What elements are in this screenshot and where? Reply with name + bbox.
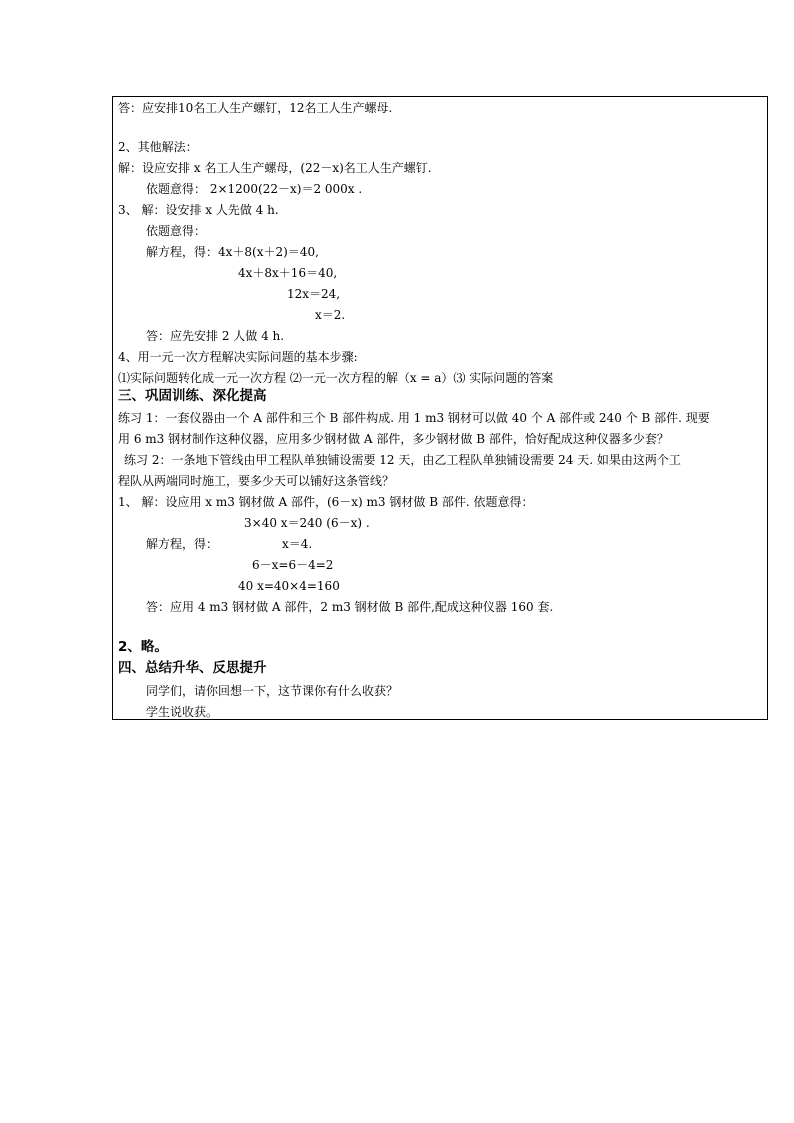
- steps-list: ⑴实际问题转化成一元一次方程 ⑵一元一次方程的解（x = a）⑶ 实际问题的答案: [118, 371, 554, 385]
- exercise-2-line-2: 程队从两端同时施工，要多少天可以铺好这条管线？: [118, 474, 395, 488]
- problem-3-equation: 解方程，得：4x＋8(x＋2)＝40,: [146, 245, 319, 259]
- exercise-1-answer: 答：应用 4 m3 钢材做 A 部件，2 m3 钢材做 B 部件,配成这种仪器 160 套.: [146, 600, 554, 614]
- exercise-2-line-1: 练习 2：一条地下管线由甲工程队单独铺设需要 12 天，由乙工程队单独铺设需要 24 天. 如果由这两个工: [124, 453, 681, 467]
- problem-3-result: x＝2.: [315, 308, 346, 322]
- exercise-1-equation: 3×40 x＝240 (6－x) .: [244, 516, 370, 530]
- exercise-2-omitted: 2、略。: [118, 639, 168, 655]
- summary-response: 学生说收获。: [146, 705, 219, 719]
- problem-3-answer: 答：应先安排 2 人做 4 h.: [146, 329, 285, 343]
- problem-3-step-1: 4x＋8x＋16＝40,: [238, 266, 338, 280]
- exercise-1-line-2: 用 6 m3 钢材制作这种仪器，应用多少钢材做 A 部件，多少钢材做 B 部件，恰好配成这种仪器多少套？: [118, 432, 669, 446]
- exercise-1-solve-result: x＝4.: [282, 537, 313, 551]
- problem-3-condition: 依题意得：: [146, 224, 207, 238]
- section-4-heading: 四、总结升华、反思提升: [118, 660, 267, 676]
- exercise-1-step-1: 6－x=6－4=2: [252, 558, 334, 572]
- exercise-1-solve-label: 解方程，得：: [146, 537, 219, 551]
- solution-setup: 解：设应安排 x 名工人生产螺母，(22－x)名工人生产螺钉.: [118, 161, 432, 175]
- summary-question: 同学们，请你回想一下，这节课你有什么收获？: [146, 684, 399, 698]
- exercise-1-step-2: 40 x=40×4=160: [238, 579, 340, 593]
- other-method-heading: 2、其他解法：: [118, 140, 198, 154]
- problem-3-solution: 3、 解：设安排 x 人先做 4 h.: [118, 203, 279, 217]
- steps-heading: 4、用一元一次方程解决实际问题的基本步骤:: [118, 350, 358, 364]
- section-3-heading: 三、巩固训练、深化提高: [118, 388, 267, 404]
- exercise-1-solution: 1、 解：设应用 x m3 钢材做 A 部件，(6－x) m3 钢材做 B 部件. 依题意得：: [118, 495, 534, 509]
- exercise-1-line-1: 练习 1：一套仪器由一个 A 部件和三个 B 部件构成. 用 1 m3 钢材可以做 40 个 A 部件或 240 个 B 部件. 现要: [118, 411, 710, 425]
- answer-line: 答：应安排10名工人生产螺钉，12名工人生产螺母.: [118, 101, 393, 115]
- problem-3-step-2: 12x＝24,: [287, 287, 341, 301]
- equation-line: 依题意得： 2×1200(22－x)＝2 000x .: [146, 182, 363, 196]
